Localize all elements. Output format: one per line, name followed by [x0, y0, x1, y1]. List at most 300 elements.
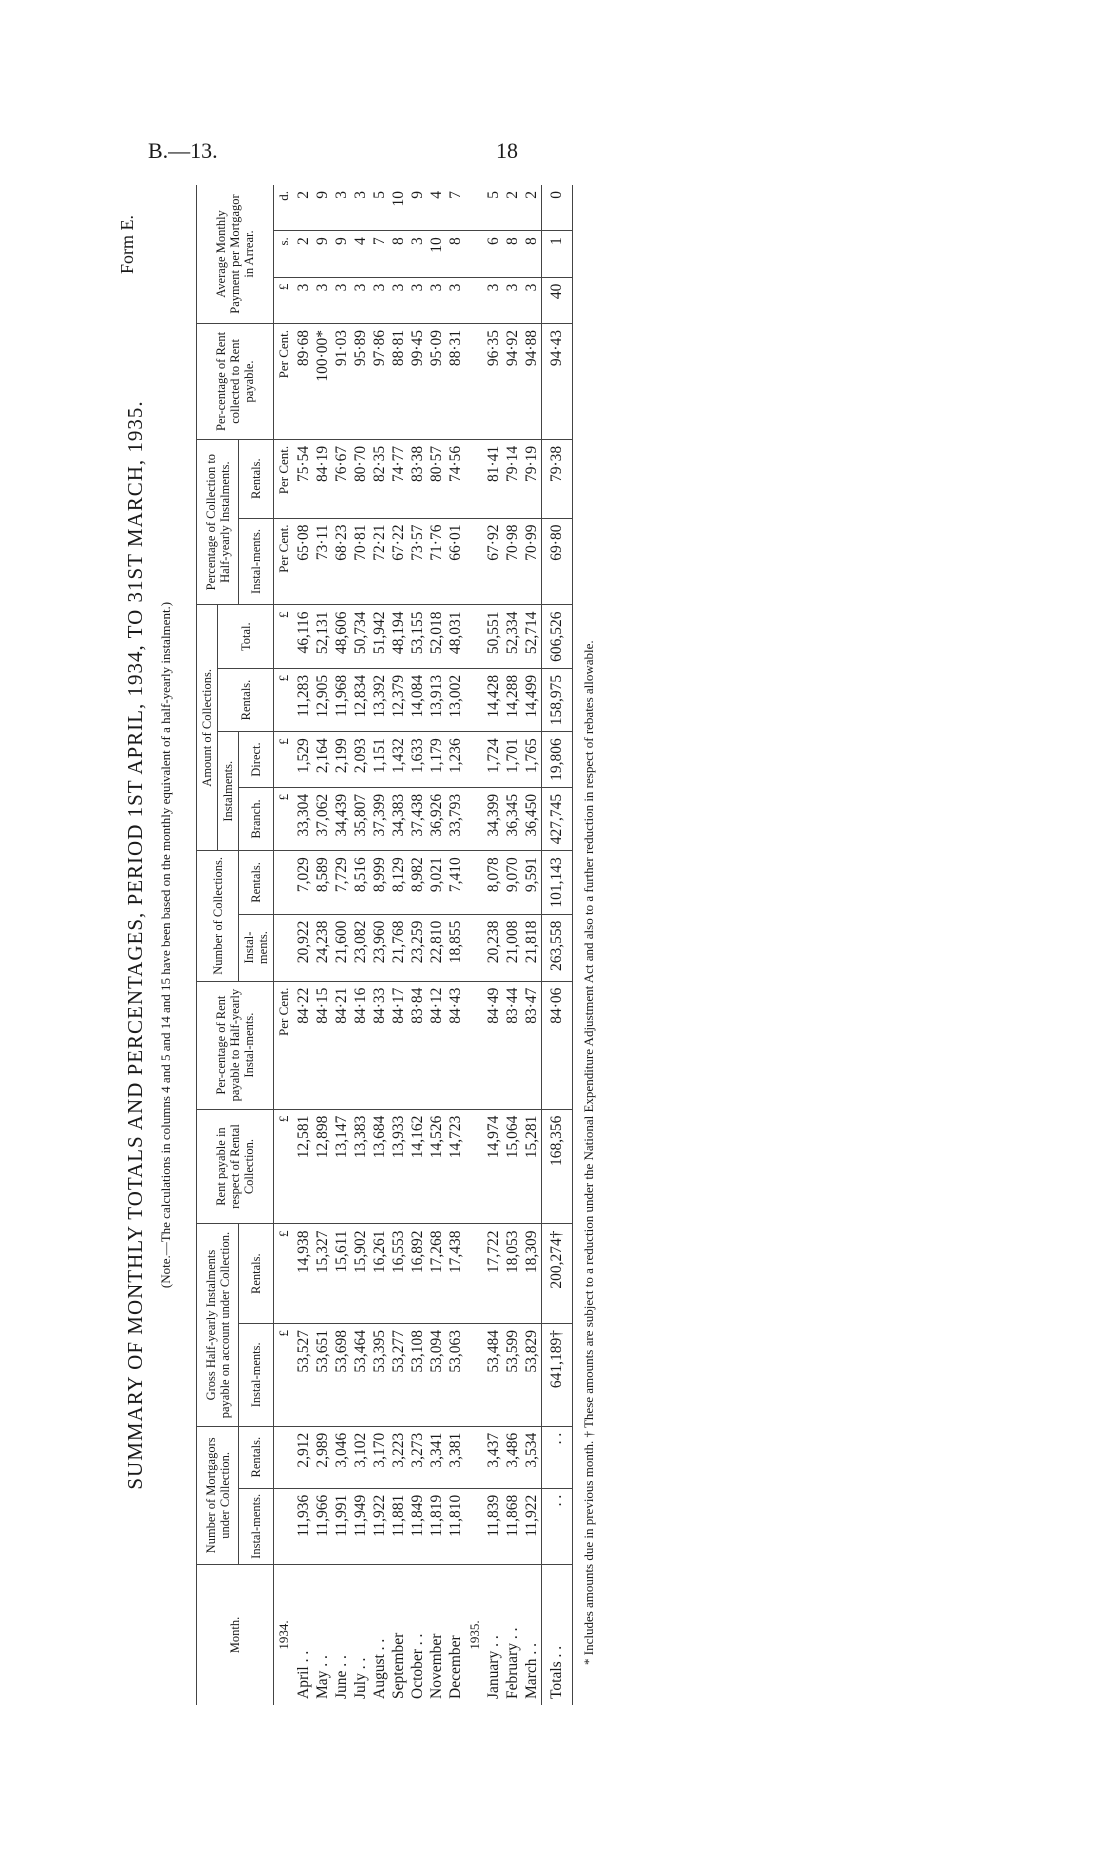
table-cell: 17,268	[427, 1224, 446, 1323]
table-cell: 48,606	[332, 605, 351, 668]
table-cell: 4	[427, 185, 446, 231]
table-cell: 1,724	[484, 732, 503, 788]
table-cell: 14,526	[427, 1109, 446, 1224]
col-amount-collections: Amount of Collections.	[197, 605, 218, 851]
table-cell: 21,008	[503, 914, 522, 981]
table-cell: 9,070	[503, 851, 522, 914]
col-direct: Direct.	[239, 732, 274, 788]
table-cell: 17,438	[446, 1224, 465, 1323]
table-cell: 53,527	[294, 1323, 313, 1426]
table-cell: 94·88	[522, 324, 542, 440]
table-row	[294, 185, 313, 1705]
table-cell: 53,829	[522, 1323, 542, 1426]
table-cell: 12,379	[389, 668, 408, 731]
table-cell: 1,529	[294, 732, 313, 788]
table-cell: 67·22	[389, 518, 408, 605]
table-cell: 1,701	[503, 732, 522, 788]
table-cell: 16,553	[389, 1224, 408, 1323]
table-cell: 3	[408, 277, 427, 323]
table-cell: 21,600	[332, 914, 351, 981]
table-cell: 53,094	[427, 1323, 446, 1426]
unit-cell: £	[274, 277, 295, 323]
table-cell: 14,499	[522, 668, 542, 731]
col-pct-collection: Percentage of Collection to Half-yearly Instalments.	[197, 439, 239, 605]
table-cell: 83·44	[503, 981, 522, 1109]
table-cell: 37,438	[408, 787, 427, 850]
table-cell: 7,410	[446, 851, 465, 914]
table-cell: 11,868	[503, 1488, 522, 1564]
table-cell: 53,155	[408, 605, 427, 668]
col-mort-instal: Instal-ments.	[239, 1488, 274, 1564]
year-label-1935: 1935.	[466, 1620, 482, 1650]
table-cell: 84·43	[446, 981, 465, 1109]
unit-cell: £	[274, 668, 295, 731]
col-branch: Branch.	[239, 787, 274, 850]
table-row	[484, 185, 503, 1705]
table-cell: 53,651	[313, 1323, 332, 1426]
units-row	[274, 185, 295, 1705]
table-cell: 53,395	[370, 1323, 389, 1426]
table-cell: 96·35	[484, 324, 503, 440]
table-cell: 84·19	[313, 439, 332, 518]
table-cell: . .	[542, 1488, 573, 1564]
table-cell: 84·16	[351, 981, 370, 1109]
table-cell: 3	[427, 277, 446, 323]
table-cell: 3	[351, 185, 370, 231]
table-cell: 8	[522, 231, 542, 277]
table-cell: 75·54	[294, 439, 313, 518]
table-row	[370, 185, 389, 1705]
table-cell: 10	[427, 231, 446, 277]
table-cell: 83·84	[408, 981, 427, 1109]
col-mort-rentals: Rentals.	[239, 1426, 274, 1488]
table-cell: 65·08	[294, 518, 313, 605]
table-cell: 3	[294, 277, 313, 323]
table-cell: 53,464	[351, 1323, 370, 1426]
table-cell: 3,534	[522, 1426, 542, 1488]
table-cell: 3	[351, 277, 370, 323]
table-cell: 8,516	[351, 851, 370, 914]
table-cell: 3,437	[484, 1426, 503, 1488]
table-cell: 13,392	[370, 668, 389, 731]
footnote: * Includes amounts due in previous month. † These amounts are subject to a reduction under the National Expenditure Adjustment Act and also to a further reduction in respect of rebates allowable.	[581, 640, 596, 1665]
table-cell: 21,818	[522, 914, 542, 981]
table-cell: 13,933	[389, 1109, 408, 1224]
table-cell: 101,143	[542, 851, 573, 914]
row-label: Totals . .	[542, 1565, 573, 1706]
table-cell: 11,283	[294, 668, 313, 731]
table-cell: 94·92	[503, 324, 522, 440]
table-cell: 48,194	[389, 605, 408, 668]
table-cell: 99·45	[408, 324, 427, 440]
col-amount-rentals: Rentals.	[218, 668, 274, 731]
col-rent-payable: Rent payable in respect of Rental Collection.	[197, 1109, 274, 1224]
unit-cell: Per Cent.	[274, 981, 295, 1109]
table-cell: 17,722	[484, 1224, 503, 1323]
table-cell: 9	[332, 231, 351, 277]
table-cell: 81·41	[484, 439, 503, 518]
table-cell: 3	[408, 231, 427, 277]
table-cell: 2,199	[332, 732, 351, 788]
table-cell: 8,982	[408, 851, 427, 914]
col-coll-rentals: Rentals.	[239, 851, 274, 914]
unit-cell: £	[274, 1323, 295, 1426]
table-cell: 3	[370, 277, 389, 323]
table-cell: 14,162	[408, 1109, 427, 1224]
col-pct-rentals: Rentals.	[239, 439, 274, 518]
table-cell: 33,793	[446, 787, 465, 850]
table-cell: 3	[484, 277, 503, 323]
table-cell: 84·15	[313, 981, 332, 1109]
table-cell: 7	[370, 231, 389, 277]
table-cell: 12,581	[294, 1109, 313, 1224]
table-cell: 88·31	[446, 324, 465, 440]
table-cell: 84·12	[427, 981, 446, 1109]
table-row	[351, 185, 370, 1705]
table-cell: 9,021	[427, 851, 446, 914]
table-cell: 37,062	[313, 787, 332, 850]
table-cell: 11,819	[427, 1488, 446, 1564]
table-cell: 24,238	[313, 914, 332, 981]
table-cell: 6	[484, 231, 503, 277]
col-instalments: Instalments.	[218, 732, 239, 851]
table-cell: 53,599	[503, 1323, 522, 1426]
unit-cell: Per Cent.	[274, 324, 295, 440]
table-cell: 88·81	[389, 324, 408, 440]
table-cell: 23,259	[408, 914, 427, 981]
col-gross-instal: Instal-ments.	[239, 1323, 274, 1426]
table-cell: 84·17	[389, 981, 408, 1109]
row-label: June . .	[332, 1655, 350, 1699]
table-cell: 11,991	[332, 1488, 351, 1564]
table-cell: 15,327	[313, 1224, 332, 1323]
row-label: May . .	[313, 1655, 331, 1699]
table-cell: 1,765	[522, 732, 542, 788]
table-cell: 13,913	[427, 668, 446, 731]
table-cell: 8,078	[484, 851, 503, 914]
table-cell: 11,922	[522, 1488, 542, 1564]
table-cell: 9	[408, 185, 427, 231]
table-cell: 53,484	[484, 1323, 503, 1426]
rotated-table-page	[117, 185, 997, 1705]
table-cell: 13,684	[370, 1109, 389, 1224]
row-label: August . .	[370, 1638, 388, 1699]
table-cell: 84·21	[332, 981, 351, 1109]
unit-cell: s.	[274, 231, 295, 277]
table-cell: 7	[446, 185, 465, 231]
unit-cell: £	[274, 732, 295, 788]
table-row	[313, 185, 332, 1705]
table-cell: 34,383	[389, 787, 408, 850]
table-cell: 50,734	[351, 605, 370, 668]
table-cell: 74·56	[446, 439, 465, 518]
table-cell: 12,905	[313, 668, 332, 731]
table-cell: 23,960	[370, 914, 389, 981]
table-cell: 14,288	[503, 668, 522, 731]
table-cell: 9,591	[522, 851, 542, 914]
table-cell: 13,002	[446, 668, 465, 731]
table-cell: 11,881	[389, 1488, 408, 1564]
col-pct-rent-collected: Per-centage of Rent collected to Rent payable.	[197, 324, 274, 440]
table-cell: 53,108	[408, 1323, 427, 1426]
table-cell: 76·67	[332, 439, 351, 518]
col-num-collections: Number of Collections.	[197, 851, 239, 981]
table-note: (Note.—The calculations in columns 4 and 5 and 14 and 15 have been based on the monthly equivalent of a half-yearly instalment.)	[158, 601, 173, 1289]
table-cell: 11,949	[351, 1488, 370, 1564]
table-cell: 35,807	[351, 787, 370, 850]
table-cell: 11,968	[332, 668, 351, 731]
table-cell: 15,064	[503, 1109, 522, 1224]
table-cell: 70·98	[503, 518, 522, 605]
table-cell: 69·80	[542, 518, 573, 605]
table-cell: 97·86	[370, 324, 389, 440]
table-cell: 2	[522, 185, 542, 231]
table-cell: 12,898	[313, 1109, 332, 1224]
table-cell: 5	[484, 185, 503, 231]
table-cell: 84·06	[542, 981, 573, 1109]
table-row	[446, 185, 465, 1705]
table-cell: 9	[313, 185, 332, 231]
table-cell: 79·19	[522, 439, 542, 518]
table-cell: 37,399	[370, 787, 389, 850]
table-cell: 33,304	[294, 787, 313, 850]
table-cell: 53,698	[332, 1323, 351, 1426]
table-cell: 84·33	[370, 981, 389, 1109]
table-row	[332, 185, 351, 1705]
table-cell: 14,428	[484, 668, 503, 731]
table-cell: 168,356	[542, 1109, 573, 1224]
unit-cell: Per Cent.	[274, 518, 295, 605]
table-cell: 8,129	[389, 851, 408, 914]
page-ref: B.—13.	[148, 138, 218, 163]
table-cell: 70·81	[351, 518, 370, 605]
unit-cell: Per Cent.	[274, 439, 295, 518]
table-cell: 48,031	[446, 605, 465, 668]
row-label: December	[446, 1635, 464, 1699]
table-cell: 80·70	[351, 439, 370, 518]
table-cell: 3	[332, 277, 351, 323]
table-cell: 13,147	[332, 1109, 351, 1224]
table-cell: 46,116	[294, 605, 313, 668]
col-avg-monthly: Average Monthly Payment per Mortgagor in Arrear.	[197, 185, 274, 324]
col-coll-instal: Instal-ments.	[239, 914, 274, 981]
table-cell: 20,238	[484, 914, 503, 981]
table-cell: 2	[294, 231, 313, 277]
table-cell: 3,170	[370, 1426, 389, 1488]
table-cell: 94·43	[542, 324, 573, 440]
table-cell: 3	[522, 277, 542, 323]
table-cell: 0	[542, 185, 573, 231]
table-cell: 84·22	[294, 981, 313, 1109]
table-cell: 3,381	[446, 1426, 465, 1488]
table-cell: 11,839	[484, 1488, 503, 1564]
table-cell: 23,082	[351, 914, 370, 981]
table-cell: 14,084	[408, 668, 427, 731]
table-cell: 89·68	[294, 324, 313, 440]
table-cell: 7,729	[332, 851, 351, 914]
col-gross-halfyearly: Gross Half-yearly Instalments payable on account under Collection.	[197, 1224, 239, 1426]
col-amount-total: Total.	[218, 605, 274, 668]
table-cell: 4	[351, 231, 370, 277]
table-cell: 3	[332, 185, 351, 231]
col-num-mortgagors: Number of Mortgagors under Collection.	[197, 1426, 239, 1564]
table-row	[389, 185, 408, 1705]
table-cell: 95·09	[427, 324, 446, 440]
table-row	[503, 185, 522, 1705]
table-cell: 80·57	[427, 439, 446, 518]
table-cell: 14,938	[294, 1224, 313, 1323]
table-cell: 1,236	[446, 732, 465, 788]
table-cell: 11,922	[370, 1488, 389, 1564]
table-row	[408, 185, 427, 1705]
table-cell: 9	[313, 231, 332, 277]
col-pct-instal: Instal-ments.	[239, 518, 274, 605]
year-label-1934: 1934.	[276, 1620, 291, 1650]
table-cell: 70·99	[522, 518, 542, 605]
table-cell: 10	[389, 185, 408, 231]
table-cell: 641,189†	[542, 1323, 573, 1426]
table-cell: 8	[389, 231, 408, 277]
table-cell: 95·89	[351, 324, 370, 440]
row-label: November	[427, 1633, 445, 1699]
table-cell: 73·11	[313, 518, 332, 605]
table-cell: 1,432	[389, 732, 408, 788]
table-cell: 427,745	[542, 787, 573, 850]
table-cell: 79·14	[503, 439, 522, 518]
table-cell: 82·35	[370, 439, 389, 518]
table-title: SUMMARY OF MONTHLY TOTALS AND PERCENTAGES, PERIOD 1ST APRIL, 1934, TO 31ST MARCH, 1935.	[123, 400, 147, 1490]
table-cell: 36,926	[427, 787, 446, 850]
table-cell: 3	[313, 277, 332, 323]
table-cell: 83·38	[408, 439, 427, 518]
table-cell: 16,892	[408, 1224, 427, 1323]
table-cell: 12,834	[351, 668, 370, 731]
table-cell: 83·47	[522, 981, 542, 1109]
table-cell: 3	[446, 277, 465, 323]
table-row	[522, 185, 542, 1705]
table-cell: 18,855	[446, 914, 465, 981]
table-cell: 71·76	[427, 518, 446, 605]
table-cell: 18,053	[503, 1224, 522, 1323]
table-cell: 79·38	[542, 439, 573, 518]
row-label: October . .	[408, 1633, 426, 1699]
table-cell: 21,768	[389, 914, 408, 981]
table-cell: 1,633	[408, 732, 427, 788]
table-cell: 51,942	[370, 605, 389, 668]
totals-row	[542, 185, 573, 1705]
table-cell: 22,810	[427, 914, 446, 981]
table-cell: 18,309	[522, 1224, 542, 1323]
table-cell: 40	[542, 277, 573, 323]
table-cell: 263,558	[542, 914, 573, 981]
table-cell: 36,450	[522, 787, 542, 850]
table-cell: 3	[503, 277, 522, 323]
table-cell: 52,714	[522, 605, 542, 668]
row-label: March . .	[522, 1643, 540, 1699]
table-cell: 1,179	[427, 732, 446, 788]
table-cell: 8	[503, 231, 522, 277]
table-cell: 8,999	[370, 851, 389, 914]
table-cell: 3,102	[351, 1426, 370, 1488]
year-row-1935	[465, 185, 484, 1705]
summary-table	[196, 185, 573, 1705]
table-cell: 52,334	[503, 605, 522, 668]
table-cell: 13,383	[351, 1109, 370, 1224]
table-cell: 200,274†	[542, 1224, 573, 1323]
row-label: February . .	[503, 1627, 521, 1699]
form-label: Form E.	[117, 215, 137, 275]
table-cell: 3,223	[389, 1426, 408, 1488]
table-cell: 53,277	[389, 1323, 408, 1426]
table-row	[427, 185, 446, 1705]
table-cell: 52,018	[427, 605, 446, 668]
table-cell: 2	[503, 185, 522, 231]
table-cell: 3,046	[332, 1426, 351, 1488]
table-cell: 67·92	[484, 518, 503, 605]
table-cell: 66·01	[446, 518, 465, 605]
table-cell: 3,341	[427, 1426, 446, 1488]
table-cell: 2,164	[313, 732, 332, 788]
col-month: Month.	[197, 1565, 274, 1706]
table-cell: 1	[542, 231, 573, 277]
col-pct-rent-payable: Per-centage of Rent payable to Half-yearly Instal-ments.	[197, 981, 274, 1109]
unit-cell: £	[274, 605, 295, 668]
row-label: January . .	[484, 1635, 502, 1699]
table-cell: 5	[370, 185, 389, 231]
table-cell: 11,966	[313, 1488, 332, 1564]
table-cell: 84·49	[484, 981, 503, 1109]
unit-cell: £	[274, 1109, 295, 1224]
table-cell: 3	[389, 277, 408, 323]
table-cell: 2,989	[313, 1426, 332, 1488]
col-gross-rentals: Rentals.	[239, 1224, 274, 1323]
table-cell: 73·57	[408, 518, 427, 605]
table-cell: 7,029	[294, 851, 313, 914]
table-cell: 36,345	[503, 787, 522, 850]
page-number: 18	[496, 138, 518, 163]
table-cell: 15,281	[522, 1109, 542, 1224]
table-cell: 2,912	[294, 1426, 313, 1488]
table-cell: 74·77	[389, 439, 408, 518]
table-cell: 15,611	[332, 1224, 351, 1323]
table-cell: 52,131	[313, 605, 332, 668]
table-cell: . .	[542, 1426, 573, 1488]
table-cell: 2	[294, 185, 313, 231]
table-cell: 68·23	[332, 518, 351, 605]
table-cell: 20,922	[294, 914, 313, 981]
table-cell: 158,975	[542, 668, 573, 731]
table-cell: 34,399	[484, 787, 503, 850]
table-cell: 15,902	[351, 1224, 370, 1323]
table-cell: 8,589	[313, 851, 332, 914]
table-cell: 3,486	[503, 1426, 522, 1488]
row-label: April . .	[294, 1650, 312, 1699]
unit-cell: d.	[274, 185, 295, 231]
table-cell: 11,849	[408, 1488, 427, 1564]
table-cell: 19,806	[542, 732, 573, 788]
table-cell: 14,723	[446, 1109, 465, 1224]
table-cell: 72·21	[370, 518, 389, 605]
table-cell: 34,439	[332, 787, 351, 850]
table-cell: 2,093	[351, 732, 370, 788]
table-cell: 606,526	[542, 605, 573, 668]
table-cell: 8	[446, 231, 465, 277]
table-cell: 11,936	[294, 1488, 313, 1564]
table-cell: 53,063	[446, 1323, 465, 1426]
table-cell: 50,551	[484, 605, 503, 668]
table-cell: 11,810	[446, 1488, 465, 1564]
table-cell: 14,974	[484, 1109, 503, 1224]
